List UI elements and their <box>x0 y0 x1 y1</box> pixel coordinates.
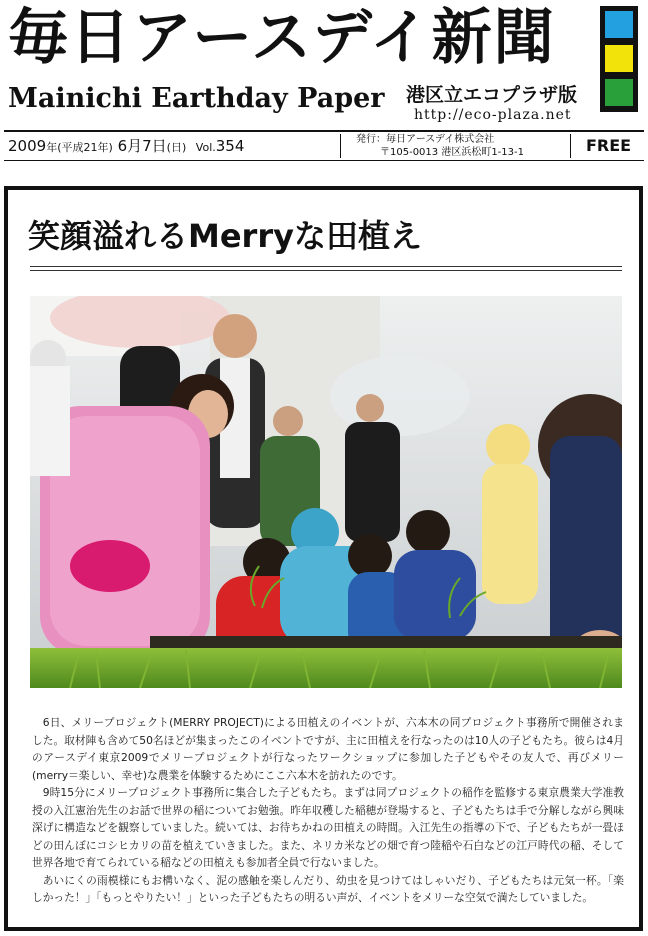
volume-number: 354 <box>215 137 245 155</box>
article-photo <box>30 296 622 688</box>
newspaper-title-en: Mainichi Earthday Paper <box>8 83 385 114</box>
color-squares-logo-icon <box>600 6 638 112</box>
issue-month-day: 6月7日 <box>117 137 167 155</box>
divider <box>570 134 571 158</box>
headline-rule <box>30 266 622 267</box>
price-label: FREE <box>586 136 632 155</box>
issue-weekday: (日) <box>166 141 187 154</box>
edition-label: 港区立エコプラザ版 <box>406 84 578 106</box>
article-paragraph: 6日、メリープロジェクト(MERRY PROJECT)による田植えのイベントが、六本木の同プロジェクト事務所で開催されました。取材陣も含めて50名ほどが集まったこのイベントですが、主に田植えを行なったのは10人の子どもたち。彼らは4月のアースデイ東京2009でメリープロジェクトが行なったワークショップに参加した子どもやその友人で、再びメリー(merry＝楽しい、幸せ)な農業を体験するためにここ六本木を訪れたのです。 <box>32 716 624 782</box>
publisher-info <box>356 133 524 159</box>
article-paragraph: あいにくの雨模様にもお構いなく、泥の感触を楽しんだり、幼虫を見つけてはしゃいだり、子どもたちは元気一杯。「楽しかった！」「もっとやりたい！」といった子どもたちの明るい声が、イベントをメリーな空気で満たしていました。 <box>32 873 624 904</box>
issue-date <box>8 136 244 158</box>
article-paragraph: 9時15分にメリープロジェクト事務所に集合した子どもたち。まずは同プロジェクトの稲作を監修する東京農業大学准教授の入江憲治先生のお話で世界の稲についてお勉強。昨年収穫した稲穂が登場すると、子どもたちは手で分解しながら興味深げに構造などを観察していました。続いては、お待ちかねの田植えの時間。入江先生の指導の下で、子どもたちが一畳ほどの田んぼにコシヒカリの苗を植えていきました。また、ネリカ米などの畑で育つ陸稲や石白などの江戸時代の稲、そして世界各地で育てられている稲などの田植えも参加者全員で行ないました。 <box>32 786 624 869</box>
headline-rule <box>30 270 622 271</box>
divider <box>340 134 341 158</box>
article-headline: 笑顔溢れるMerryな田植え <box>28 217 422 255</box>
website-url[interactable]: http://eco-plaza.net <box>414 107 572 123</box>
yellow-square-icon <box>605 45 633 72</box>
green-square-icon <box>605 79 633 106</box>
masthead <box>0 0 648 130</box>
publisher-name: 発行：毎日アースデイ株式会社 <box>356 134 495 145</box>
rice-planting-photo-illustration <box>30 296 622 688</box>
blue-square-icon <box>605 11 633 38</box>
issue-info-bar <box>4 130 644 161</box>
article-frame <box>4 186 643 931</box>
issue-year-unit: 年 <box>46 141 58 154</box>
issue-year: 2009 <box>8 137 47 155</box>
publisher-address: 〒105-0013 港区浜松町1-13-1 <box>380 147 524 158</box>
volume-label: Vol. <box>195 141 216 154</box>
article-body <box>32 714 624 907</box>
newspaper-title-jp: 毎日アースデイ新聞 <box>8 3 556 73</box>
issue-era: (平成21年) <box>57 141 113 154</box>
